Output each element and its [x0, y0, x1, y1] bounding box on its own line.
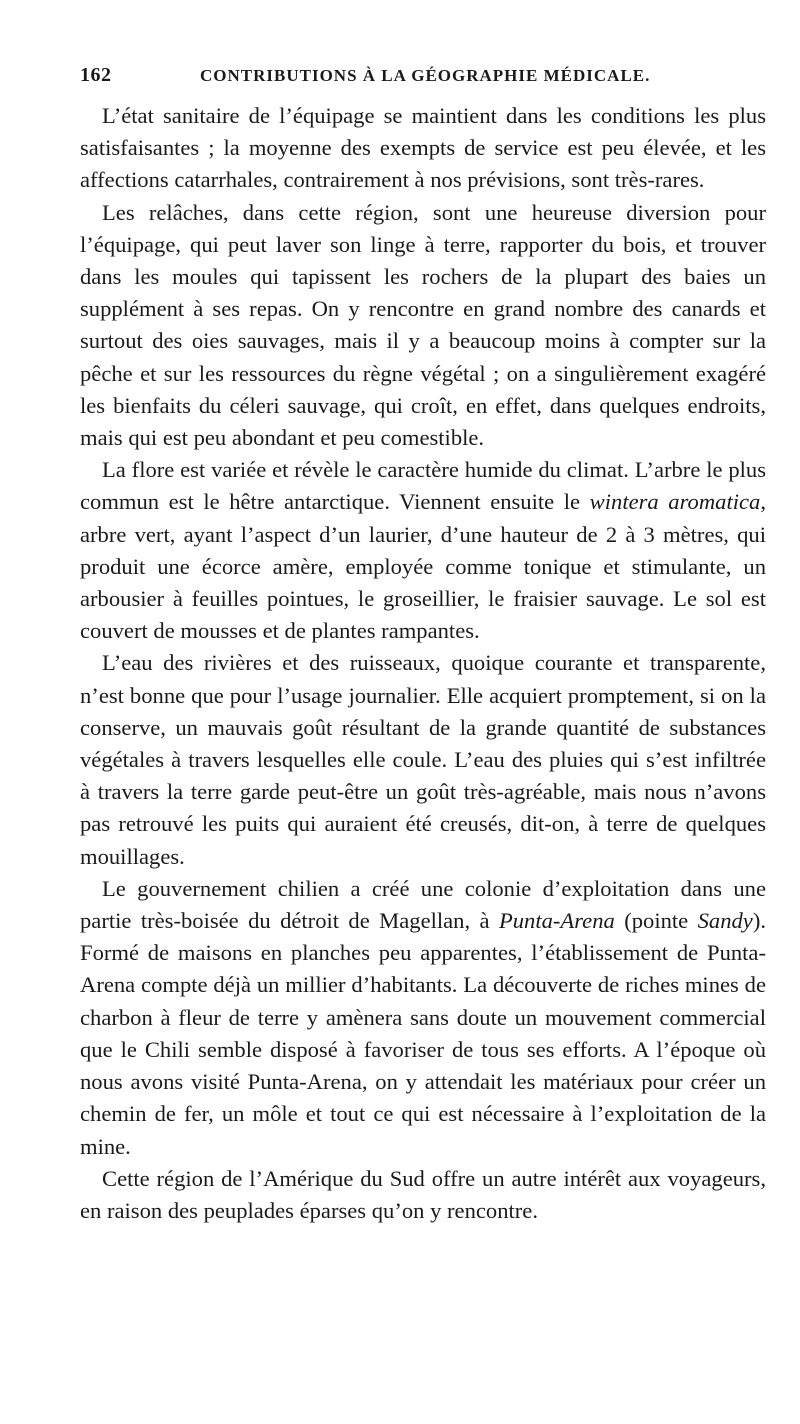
paragraph-text: L’eau des rivières et des ruisseaux, quoique courante et transparente, n’est bonne que pour l’usage journalier. Elle acquiert promptement, si on la conserve, un mauvais goût résultant de la grande quantité de substances végétales à travers lesquelles elle coule. L’eau des pluies qui s’est infiltrée à travers la terre garde peut-être un goût très-agréable, mais nous n’avons pas retrouvé les puits qui auraient été creusés, dit-on, à terre de quelques mouillages. [80, 650, 766, 869]
page-header [80, 64, 770, 92]
paragraph-water [80, 647, 766, 872]
paragraph-text: (pointe [614, 908, 698, 934]
paragraph-colony [80, 873, 766, 1163]
paragraph-text: L’état sanitaire de l’équipage se maintient dans les conditions les plus satisfaisantes ; la moyenne des exempts de service est peu élevée, et les affections catarrhales, contrairement à nos prévisions, sont très-rares. [80, 103, 766, 193]
page-number: 162 [80, 64, 112, 86]
paragraph-text: ). Formé de maisons en planches peu apparentes, l’établissement de Punta-Arena compte déjà un millier d’habitants. La découverte de riches mines de charbon à fleur de terre y amènera sans doute un mouvement commercial que le Chili semble disposé à favoriser de tous ses efforts. A l’époque où nous avons visité Punta-Arena, on y attendait les matériaux pour créer un chemin de fer, un môle et tout ce qui est nécessaire à l’exploitation de la mine. [80, 908, 766, 1159]
paragraph-text: La flore est variée et révèle le caractère humide du climat. L’arbre le plus commun est le hêtre antarctique. Viennent ensuite le [80, 457, 766, 515]
paragraph-stopovers [80, 197, 766, 455]
place-name: Punta-Arena [498, 908, 615, 934]
paragraph-flora [80, 454, 766, 647]
paragraph-peoples [80, 1163, 766, 1227]
species-name: wintera aromatica [589, 489, 761, 515]
paragraph-text: Le gouvernement chilien a créé une colonie d’exploitation dans une partie très-boisée du détroit de Magellan, à [80, 875, 766, 934]
running-title: CONTRIBUTIONS À LA GÉOGRAPHIE MÉDICALE. [200, 66, 651, 85]
place-name: Sandy [697, 908, 753, 934]
paragraph-sanitary-state [80, 100, 766, 197]
paragraph-text: Cette région de l’Amérique du Sud offre un autre intérêt aux voyageurs, en raison des peuplades éparses qu’on y rencontre. [80, 1165, 766, 1223]
paragraph-text: , arbre vert, ayant l’aspect d’un laurier, d’une hauteur de 2 à 3 mètres, qui produit une écorce amère, employée comme tonique et stimulante, un arbousier à feuilles pointues, le groseillier, le fraisier sauvage. Le sol est couvert de mousses et de plantes rampantes. [80, 489, 766, 644]
paragraph-text: Les relâches, dans cette région, sont une heureuse diversion pour l’équipage, qui peut laver son linge à terre, rapporter du bois, et trouver dans les moules qui tapissent les rochers de la plupart des baies un supplément à ses repas. On y rencontre en grand nombre des canards et surtout des oies sauvages, mais il y a beaucoup moins à compter sur la pêche et sur les ressources du règne végétal ; on a singulièrement exagéré les bienfaits du céleri sauvage, qui croît, en effet, dans quelques endroits, mais qui est peu abondant et peu comestible. [80, 199, 766, 451]
body-text [80, 100, 766, 1227]
